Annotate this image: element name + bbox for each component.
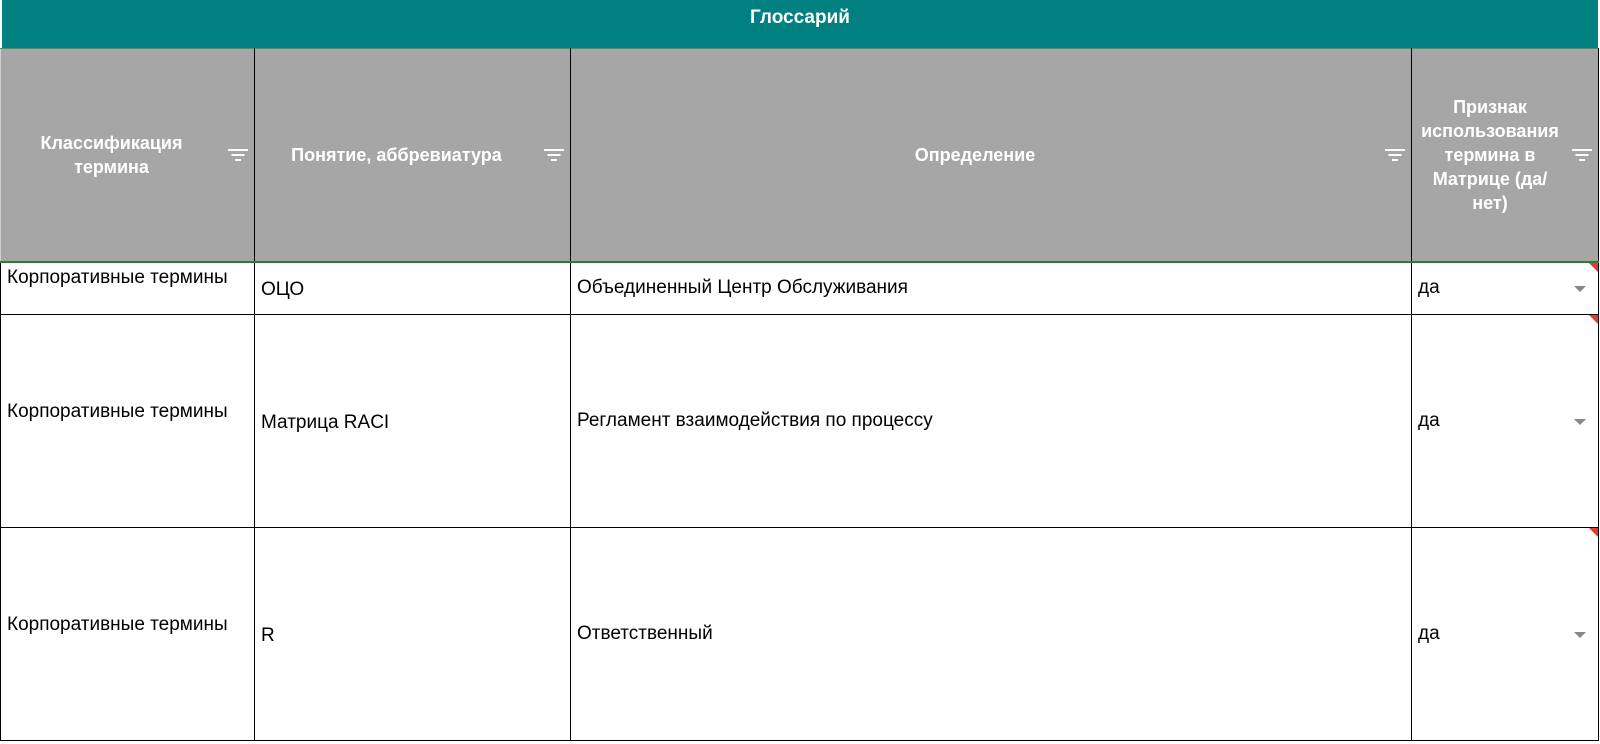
column-header-term (255, 49, 571, 262)
cell-classification[interactable]: Корпоративные термины (1, 262, 255, 315)
cell-definition[interactable]: Объединенный Центр Обслуживания (571, 262, 1412, 315)
cell-definition[interactable]: Ответственный (571, 528, 1412, 741)
column-header-used-in-matrix (1412, 49, 1599, 262)
filter-icon[interactable] (1385, 147, 1405, 163)
table-row (1, 262, 1599, 315)
column-header-definition (571, 49, 1412, 262)
cell-definition[interactable]: Регламент взаимодействия по процессу (571, 315, 1412, 528)
cell-classification[interactable]: Корпоративные термины (1, 528, 255, 741)
cell-used-dropdown[interactable] (1412, 262, 1599, 315)
cell-classification[interactable]: Корпоративные термины (1, 315, 255, 528)
comment-indicator-icon[interactable] (1589, 315, 1598, 324)
table-row (1, 528, 1599, 741)
dropdown-value: да (1418, 277, 1440, 299)
filter-icon[interactable] (544, 147, 564, 163)
cell-used-dropdown[interactable] (1412, 315, 1599, 528)
table-row (1, 315, 1599, 528)
header-row (1, 49, 1599, 262)
column-header-label: Определение (914, 144, 1036, 165)
filter-icon[interactable] (228, 147, 248, 163)
dropdown-value: да (1418, 623, 1440, 644)
column-header-label: Понятие, аббревиатура (291, 144, 502, 165)
cell-used-dropdown[interactable] (1412, 528, 1599, 741)
filter-icon[interactable] (1572, 147, 1592, 163)
cell-term[interactable]: ОЦО (255, 262, 571, 315)
dropdown-value: да (1418, 410, 1440, 431)
chevron-down-icon[interactable] (1574, 286, 1586, 292)
sheet-title: Глоссарий (0, 0, 1598, 48)
glossary-table (0, 48, 1599, 741)
cell-term[interactable]: Матрица RACI (255, 315, 571, 528)
comment-indicator-icon[interactable] (1589, 263, 1598, 272)
column-header-label: Классификация термина (40, 132, 183, 177)
comment-indicator-icon[interactable] (1589, 528, 1598, 537)
column-header-classification (1, 49, 255, 262)
column-header-label: Признак использования термина в Матрице (да/нет) (1421, 96, 1559, 213)
chevron-down-icon[interactable] (1574, 632, 1586, 638)
cell-term[interactable]: R (255, 528, 571, 741)
chevron-down-icon[interactable] (1574, 419, 1586, 425)
